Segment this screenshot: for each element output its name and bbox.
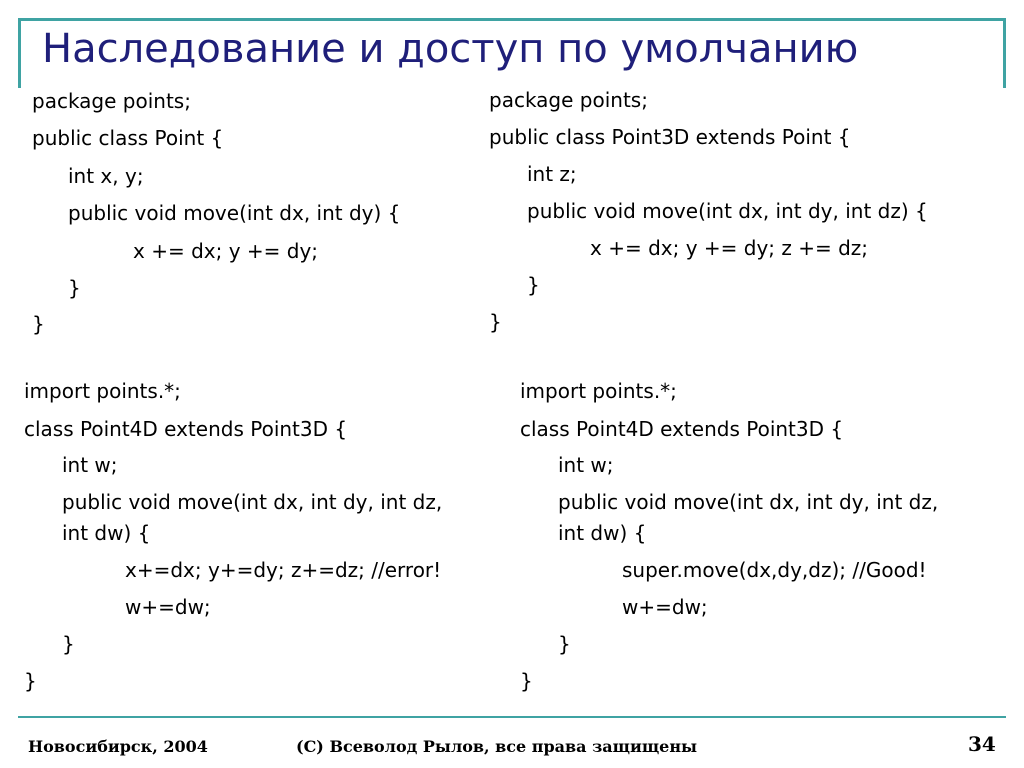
footer-copyright: (С) Всеволод Рылов, все права защищены: [296, 737, 698, 756]
footer-divider: [18, 716, 1006, 718]
code-line: import points.*;: [520, 379, 677, 403]
right-border-line: [1003, 18, 1006, 88]
code-line: public void move(int dx, int dy, int dz,: [558, 490, 939, 514]
code-line: int dw) {: [62, 521, 151, 545]
code-line: }: [32, 312, 45, 336]
code-line: int dw) {: [558, 521, 647, 545]
code-line: int z;: [527, 162, 577, 186]
code-line: package points;: [32, 89, 191, 113]
top-border-line: [18, 18, 1006, 21]
code-line: public class Point {: [32, 126, 224, 150]
slide-title: Наследование и доступ по умолчанию: [42, 26, 859, 72]
code-line: x+=dx; y+=dy; z+=dz; //error!: [125, 558, 442, 582]
code-line: public void move(int dx, int dy) {: [68, 201, 401, 225]
code-line: class Point4D extends Point3D {: [520, 417, 844, 441]
code-line: }: [489, 310, 502, 334]
code-line: }: [68, 276, 81, 300]
code-line: int w;: [558, 453, 614, 477]
code-line: }: [520, 669, 533, 693]
code-line: public void move(int dx, int dy, int dz) {: [527, 199, 928, 223]
code-line: super.move(dx,dy,dz); //Good!: [622, 558, 927, 582]
code-line: public void move(int dx, int dy, int dz,: [62, 490, 443, 514]
code-line: x += dx; y += dy; z += dz;: [590, 236, 869, 260]
code-line: x += dx; y += dy;: [133, 239, 319, 263]
code-line: import points.*;: [24, 379, 181, 403]
code-line: w+=dw;: [622, 595, 708, 619]
code-line: }: [527, 273, 540, 297]
code-line: package points;: [489, 88, 648, 112]
left-border-line: [18, 18, 21, 88]
code-line: w+=dw;: [125, 595, 211, 619]
code-line: int w;: [62, 453, 118, 477]
code-line: class Point4D extends Point3D {: [24, 417, 348, 441]
code-line: }: [24, 669, 37, 693]
code-line: }: [62, 632, 75, 656]
footer-location-year: Новосибирск, 2004: [28, 737, 208, 756]
code-line: public class Point3D extends Point {: [489, 125, 851, 149]
code-line: }: [558, 632, 571, 656]
page-number: 34: [968, 732, 996, 756]
code-line: int x, y;: [68, 164, 144, 188]
